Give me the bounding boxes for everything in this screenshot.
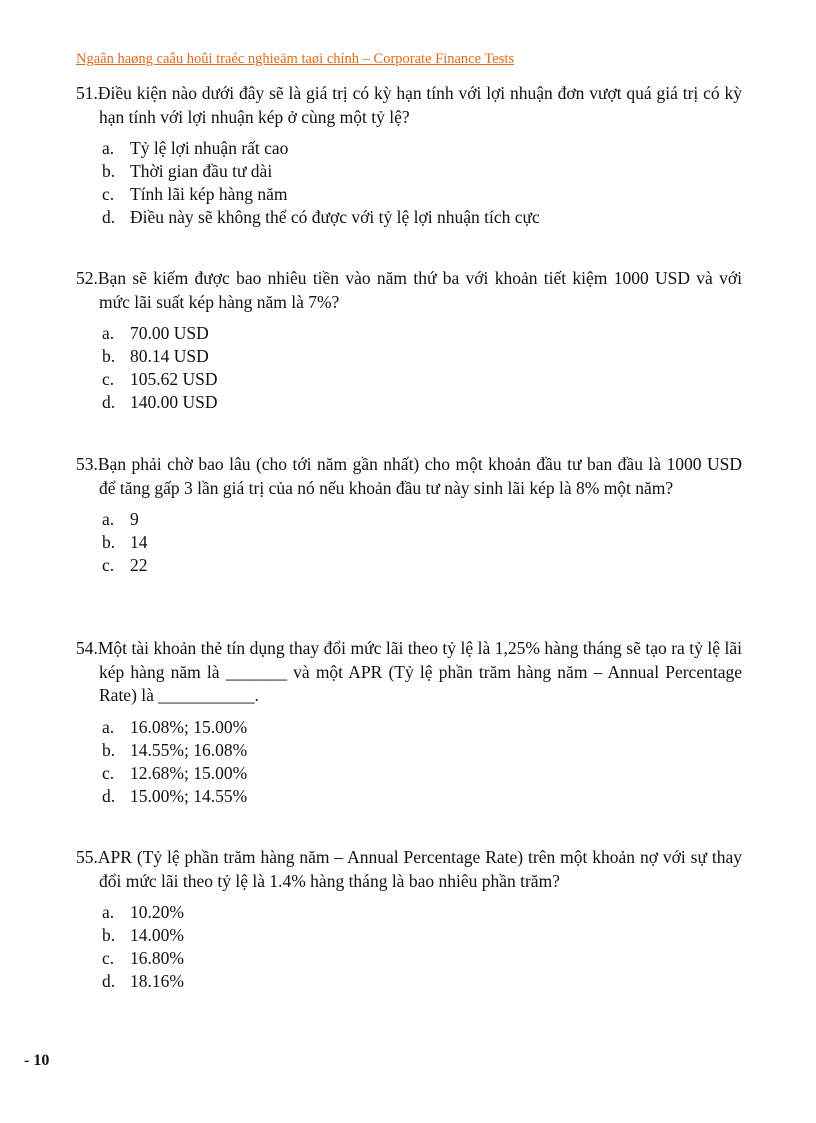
question-text: 54.Một tài khoản thẻ tín dụng thay đổi mức lãi theo tỷ lệ là 1,25% hàng tháng sẽ tạo ra tỷ lệ lãi kép hàng năm là _______ và một APR (Tỷ lệ phần trăm hàng năm – Annual Percentage Rate) là ___________.	[76, 638, 742, 705]
option-a: a. 16.08%; 15.00%	[102, 716, 248, 737]
option-c: c. 16.80%	[102, 948, 184, 968]
page-number: - 10	[24, 1052, 50, 1069]
option-d: d. 140.00 USD	[102, 392, 218, 412]
option-d: d. 15.00%; 14.55%	[102, 785, 248, 806]
option-b: b. 14.55%; 16.08%	[102, 739, 248, 760]
option-a: a. 10.20%	[102, 902, 184, 922]
question-53	[76, 453, 742, 577]
question-52	[76, 267, 742, 414]
option-a: a. Tỷ lệ lợi nhuận rất cao	[102, 138, 289, 158]
option-d: d. Điều này sẽ không thể có được với tỷ lệ lợi nhuận tích cực	[102, 207, 540, 227]
question-55	[76, 846, 742, 993]
question-text: 52.Bạn sẽ kiếm được bao nhiêu tiền vào năm thứ ba với khoản tiết kiệm 1000 USD và với mức lãi suất kép hàng năm là 7%?	[76, 268, 742, 312]
option-c: c. Tính lãi kép hàng năm	[102, 184, 288, 204]
option-d: d. 18.16%	[102, 971, 184, 991]
option-c: c. 12.68%; 15.00%	[102, 762, 248, 783]
option-b: b. 14.00%	[102, 925, 184, 945]
option-b: b. 80.14 USD	[102, 346, 209, 366]
question-text: 51.Điều kiện nào dưới đây sẽ là giá trị có kỳ hạn tính với lợi nhuận đơn vượt quá giá trị có kỳ hạn tính với lợi nhuận kép ở cùng một tỷ lệ?	[76, 83, 742, 127]
option-b: b. Thời gian đầu tư dài	[102, 161, 273, 181]
question-54	[76, 637, 742, 808]
option-b: b. 14	[102, 532, 148, 552]
option-c: c. 22	[102, 555, 148, 575]
question-51	[76, 82, 742, 229]
option-c: c. 105.62 USD	[102, 369, 218, 389]
question-text: 55.APR (Tỷ lệ phần trăm hàng năm – Annual Percentage Rate) trên một khoản nợ với sự thay đổi mức lãi theo tỷ lệ là 1.4% hàng tháng là bao nhiêu phần trăm?	[76, 847, 742, 891]
option-a: a. 70.00 USD	[102, 323, 209, 343]
page-header: Ngaân haøng caâu hoûi traéc nghieäm taøi chính – Corporate Finance Tests	[76, 51, 515, 67]
option-a: a. 9	[102, 509, 139, 529]
question-text: 53.Bạn phải chờ bao lâu (cho tới năm gần nhất) cho một khoản đầu tư ban đầu là 1000 USD để tăng gấp 3 lần giá trị của nó nếu khoản đầu tư này sinh lãi kép là 8% một năm?	[76, 454, 742, 498]
